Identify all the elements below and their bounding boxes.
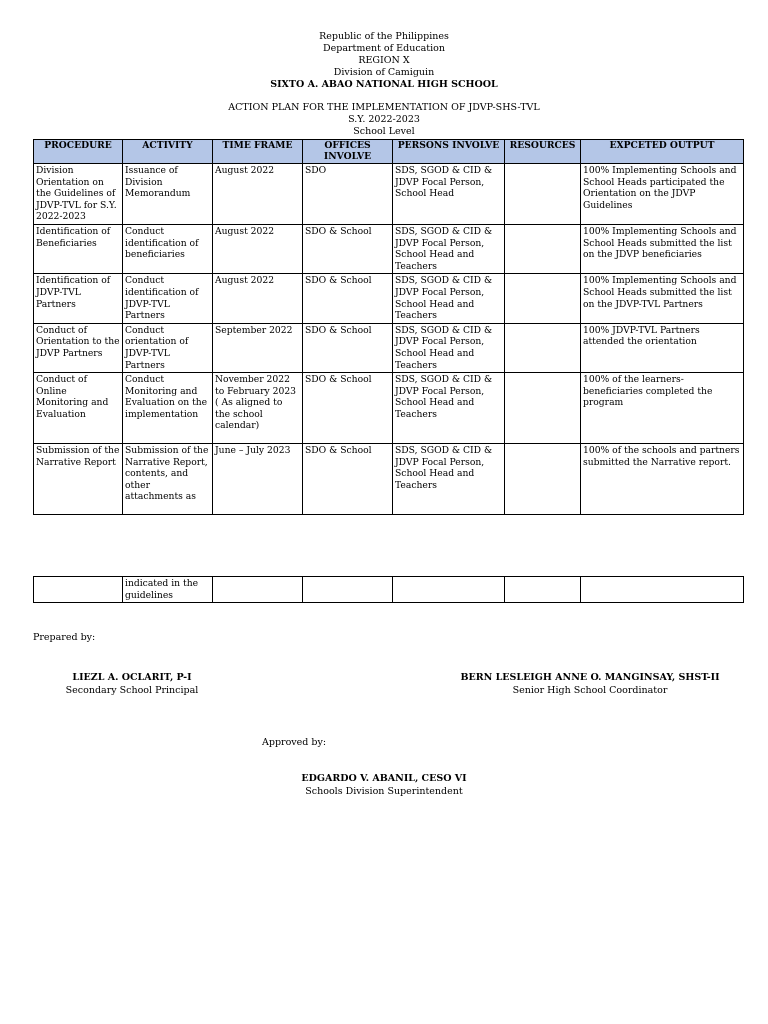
cell-offices: SDO & School [303, 444, 393, 515]
cell-expected-output: 100% Implementing Schools and School Heads participated the Orientation on the JDVP Guidelines [581, 164, 744, 225]
division-line: Division of Camiguin [333, 67, 435, 78]
cell-time-frame [213, 577, 303, 603]
table-row [34, 323, 744, 372]
cell-activity: Conduct identification of JDVP-TVL Partners [123, 274, 213, 323]
table-row [34, 444, 744, 515]
cell-time-frame: August 2022 [213, 164, 303, 225]
preparer-principal [42, 671, 222, 697]
header-procedure: PROCEDURE [34, 140, 123, 164]
cell-persons: SDS, SGOD & CID & JDVP Focal Person, School Head and Teachers [393, 274, 505, 323]
cell-expected-output: 100% Implementing Schools and School Heads submitted the list on the JDVP-TVL Partners [581, 274, 744, 323]
document-header [0, 31, 768, 91]
cell-offices: SDO [303, 164, 393, 225]
cell-procedure: Division Orientation on the Guidelines of JDVP-TVL for S.Y. 2022-2023 [34, 164, 123, 225]
cell-resources [505, 373, 581, 444]
approved-by-label: Approved by: [262, 737, 327, 748]
approver-name: EDGARDO V. ABANIL, CESO VI [301, 773, 467, 784]
cell-resources [505, 577, 581, 603]
school-name: SIXTO A. ABAO NATIONAL HIGH SCHOOL [270, 79, 498, 90]
cell-expected-output: 100% JDVP-TVL Partners attended the orientation [581, 323, 744, 372]
cell-resources [505, 444, 581, 515]
prepared-by-label: Prepared by: [33, 632, 96, 643]
republic-line: Republic of the Philippines [319, 31, 449, 42]
region-line: REGION X [358, 55, 410, 66]
school-year: S.Y. 2022-2023 [348, 114, 420, 125]
approver-title: Schools Division Superintendent [305, 786, 463, 797]
header-time-frame: TIME FRAME [213, 140, 303, 164]
cell-expected-output: 100% of the learners-beneficiaries completed the program [581, 373, 744, 444]
cell-offices: SDO & School [303, 373, 393, 444]
cell-activity: indicated in the guidelines [123, 577, 213, 603]
cell-resources [505, 164, 581, 225]
cell-time-frame: June – July 2023 [213, 444, 303, 515]
cell-persons: SDS, SGOD & CID & JDVP Focal Person, School Head and Teachers [393, 373, 505, 444]
table-row [34, 164, 744, 225]
cell-persons: SDS, SGOD & CID & JDVP Focal Person, School Head and Teachers [393, 444, 505, 515]
preparer1-title: Secondary School Principal [65, 685, 199, 696]
table-row [34, 373, 744, 444]
cell-resources [505, 274, 581, 323]
cell-expected-output: 100% of the schools and partners submitted the Narrative report. [581, 444, 744, 515]
preparer-coordinator [440, 671, 740, 697]
plan-level: School Level [353, 126, 415, 137]
cell-persons: SDS, SGOD & CID & JDVP Focal Person, School Head and Teachers [393, 323, 505, 372]
table-row [34, 224, 744, 273]
preparer1-name: LIEZL A. OCLARIT, P-I [72, 672, 192, 683]
cell-time-frame: August 2022 [213, 224, 303, 273]
cell-activity: Issuance of Division Memorandum [123, 164, 213, 225]
header-persons: PERSONS INVOLVE [393, 140, 505, 164]
cell-expected-output [581, 577, 744, 603]
cell-persons [393, 577, 505, 603]
cell-procedure: Conduct of Online Monitoring and Evaluation [34, 373, 123, 444]
plan-title: ACTION PLAN FOR THE IMPLEMENTATION OF JDVP-SHS-TVL [228, 102, 540, 113]
header-activity: ACTIVITY [123, 140, 213, 164]
cell-offices: SDO & School [303, 274, 393, 323]
header-resources: RESOURCES [505, 140, 581, 164]
cell-time-frame: August 2022 [213, 274, 303, 323]
department-line: Department of Education [323, 43, 445, 54]
preparer2-title: Senior High School Coordinator [512, 685, 668, 696]
table-row [34, 274, 744, 323]
table-header-row [34, 140, 744, 164]
approver [284, 772, 484, 798]
cell-activity: Conduct identification of beneficiaries [123, 224, 213, 273]
cell-time-frame: September 2022 [213, 323, 303, 372]
header-offices: OFFICES INVOLVE [303, 140, 393, 164]
table-row [34, 577, 744, 603]
cell-procedure [34, 577, 123, 603]
cell-persons: SDS, SGOD & CID & JDVP Focal Person, School Head [393, 164, 505, 225]
cell-offices [303, 577, 393, 603]
cell-procedure: Identification of Beneficiaries [34, 224, 123, 273]
cell-procedure: Conduct of Orientation to the JDVP Partners [34, 323, 123, 372]
cell-activity: Submission of the Narrative Report, contents, and other attachments as [123, 444, 213, 515]
plan-title-block [0, 102, 768, 138]
cell-offices: SDO & School [303, 224, 393, 273]
cell-resources [505, 224, 581, 273]
action-plan-table [33, 139, 744, 515]
cell-offices: SDO & School [303, 323, 393, 372]
header-expected-output: EXPCETED OUTPUT [581, 140, 744, 164]
cell-procedure: Submission of the Narrative Report [34, 444, 123, 515]
cell-persons: SDS, SGOD & CID & JDVP Focal Person, School Head and Teachers [393, 224, 505, 273]
cell-time-frame: November 2022 to February 2023 ( As aligned to the school calendar) [213, 373, 303, 444]
preparer2-name: BERN LESLEIGH ANNE O. MANGINSAY, SHST-II [460, 672, 720, 683]
cell-activity: Conduct orientation of JDVP-TVL Partners [123, 323, 213, 372]
continuation-table [33, 576, 744, 603]
cell-activity: Conduct Monitoring and Evaluation on the implementation [123, 373, 213, 444]
cell-resources [505, 323, 581, 372]
cell-procedure: Identification of JDVP-TVL Partners [34, 274, 123, 323]
cell-expected-output: 100% Implementing Schools and School Heads submitted the list on the JDVP beneficiaries [581, 224, 744, 273]
